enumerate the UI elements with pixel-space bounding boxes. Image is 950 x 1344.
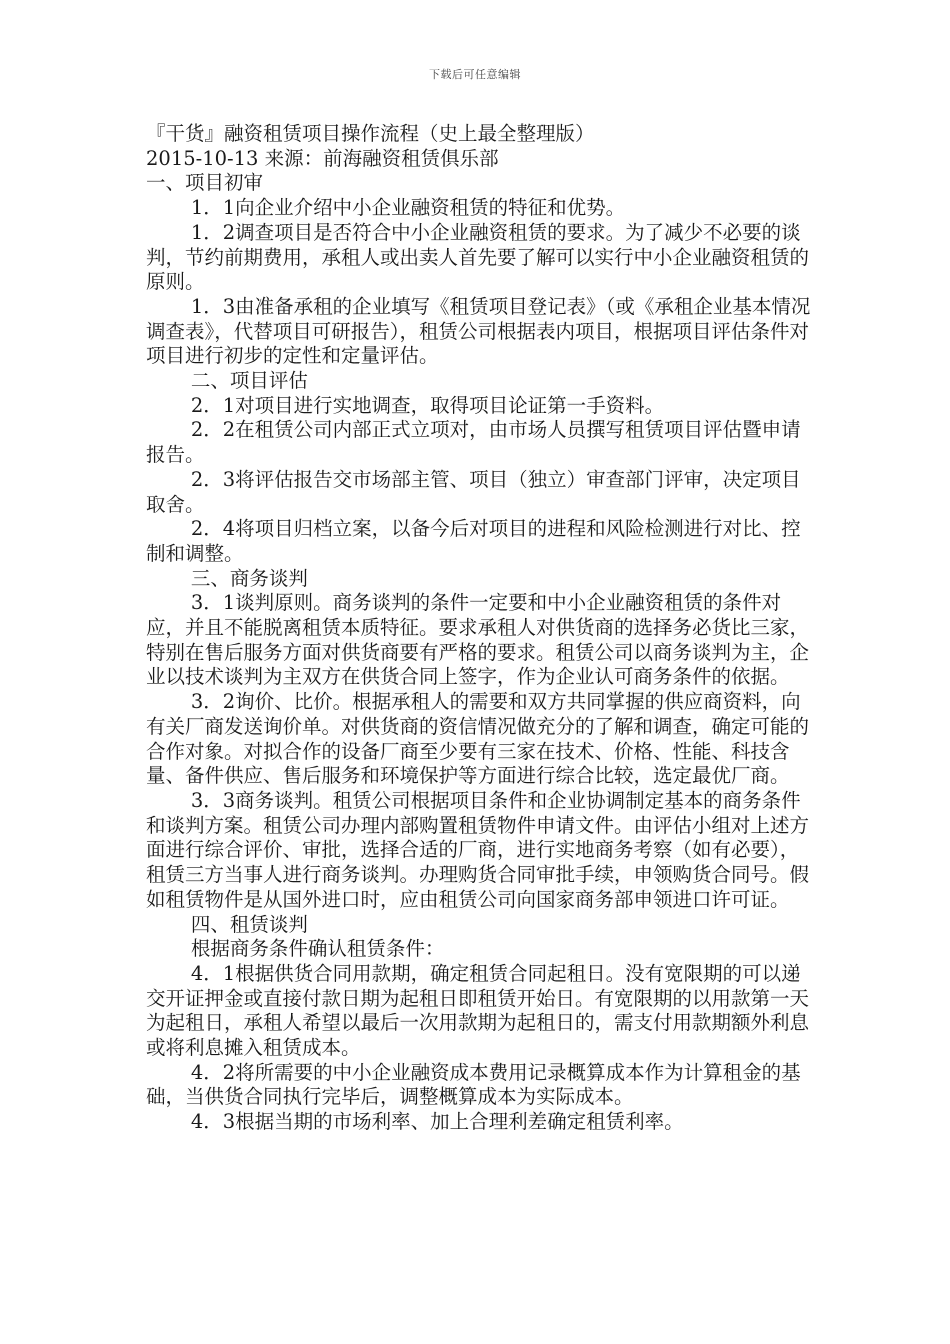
paragraph-3-2: 3．2询价、比价。根据承租人的需要和双方共同掌握的供应商资料，向有关厂商发送询价单。对供货商的资信情况做充分的了解和调查，确定可能的合作对象。对拟合作的设备厂商至少要有三家在技术、价格、性能、科技含量、备件供应、售后服务和环境保护等方面进行综合比较，选定最优厂商。 (146, 690, 810, 788)
document-meta: 2015-10-13 来源：前海融资租赁俱乐部 (146, 146, 499, 170)
paragraph-1-2: 1．2调查项目是否符合中小企业融资租赁的要求。为了减少不必要的谈判，节约前期费用，承租人或出卖人首先要了解可以实行中小企业融资租赁的原则。 (146, 220, 810, 294)
paragraph-2-2: 2．2在租赁公司内部正式立项对，由市场人员撰写租赁项目评估暨申请报告。 (146, 418, 801, 467)
paragraph-4-2: 4．2将所需要的中小企业融资成本费用记录概算成本作为计算租金的基础，当供货合同执行完毕后，调整概算成本为实际成本。 (146, 1060, 801, 1109)
section-heading-4: 四、租赁谈判 (190, 912, 308, 936)
paragraph-1-3: 1．3由准备承租的企业填写《租赁项目登记表》（或《承租企业基本情况调查表》，代替项目可研报告），租赁公司根据表内项目，根据项目评估条件对项目进行初步的定性和定量评估。 (146, 294, 811, 368)
paragraph-2-4: 2．4将项目归档立案，以备今后对项目的进程和风险检测进行对比、控制和调整。 (146, 517, 801, 565)
paragraph-1-1: 1．1向企业介绍中小企业融资租赁的特征和优势。 (190, 196, 626, 220)
paragraph-3-3: 3．3商务谈判。租赁公司根据项目条件和企业协调制定基本的商务条件和谈判方案。租赁公司办理内部购置租赁物件申请文件。由评估小组对上述方面进行综合评价、审批，选择合适的厂商，进行实地商务考察（如有必要），租赁三方当事人进行商务谈判。办理购货合同审批手续，申领购货合同号。假如租赁物件是从国外进口时，应由租赁公司向国家商务部申领进口许可证。 (146, 788, 810, 911)
document-body (146, 122, 814, 1135)
paragraph-4-intro: 根据商务条件确认租赁条件： (190, 937, 445, 961)
paragraph-4-1: 4．1根据供货合同用款期，确定租赁合同起租日。没有宽限期的可以递交开证押金或直接付款日期为起租日即租赁开始日。有宽限期的以用款第一天为起租日，承租人希望以最后一次用款期为起租日的，需支付用款期额外利息或将利息摊入租赁成本。 (146, 961, 810, 1060)
document-title: 『干货』融资租赁项目操作流程（史上最全整理版） (146, 122, 595, 145)
paragraph-2-1: 2．1对项目进行实地调查，取得项目论证第一手资料。 (190, 393, 665, 417)
paragraph-4-3: 4．3根据当期的市场利率、加上合理利差确定租赁利率。 (190, 1110, 684, 1134)
section-heading-3: 三、商务谈判 (190, 566, 308, 590)
page-header-note: 下载后可任意编辑 (429, 68, 521, 81)
section-heading-2: 二、项目评估 (190, 369, 308, 393)
paragraph-3-1: 3．1谈判原则。商务谈判的条件一定要和中小企业融资租赁的条件对应，并且不能脱离租赁本质特征。要求承租人对供货商的选择务必货比三家，特别在售后服务方面对供货商要有严格的要求。租赁公司以商务谈判为主，企业以技术谈判为主双方在供货合同上签字，作为企业认可商务条件的依据。 (146, 591, 810, 689)
section-heading-1: 一、项目初审 (146, 171, 264, 195)
paragraph-2-3: 2．3将评估报告交市场部主管、项目（独立）审查部门评审，决定项目取舍。 (146, 467, 801, 516)
